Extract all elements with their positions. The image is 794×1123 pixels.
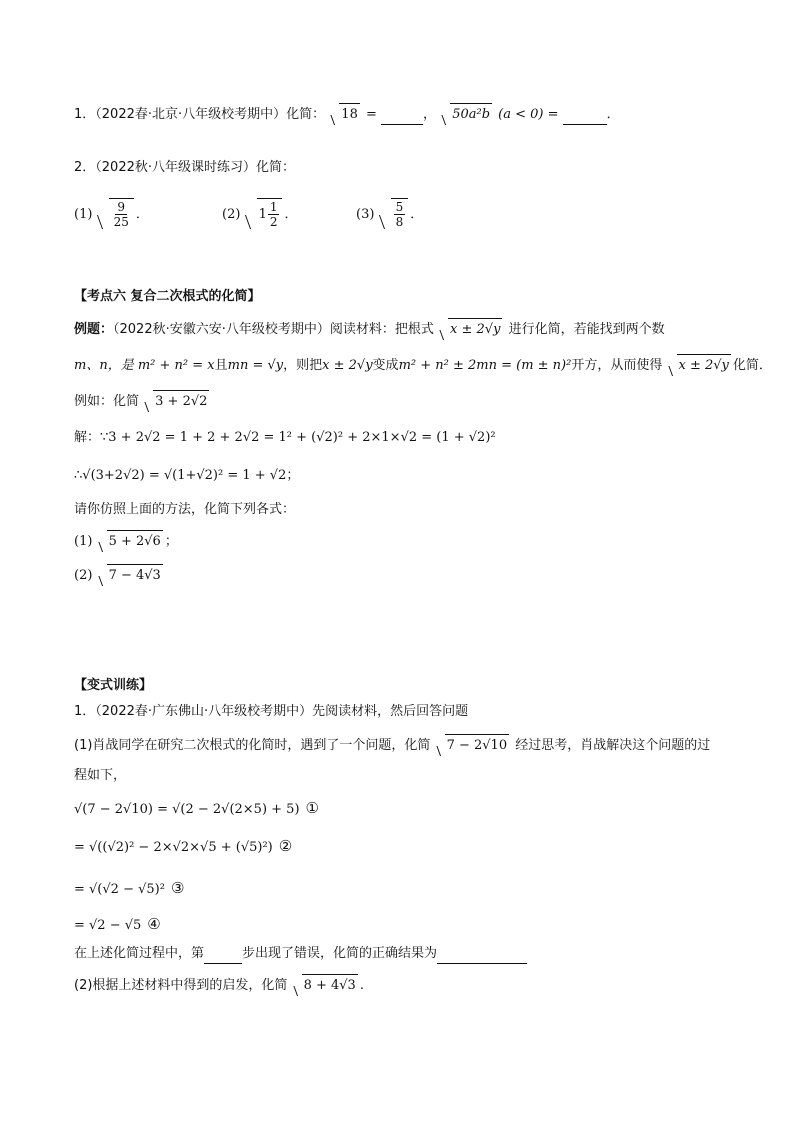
sub-question-2: (2) 7 − 4√3 <box>74 564 734 586</box>
part-1: (1) $\frac{9}{25}$ ． <box>74 200 149 229</box>
variant-part-2: (2)根据上述材料中得到的启发，化简 8 + 4√3 . <box>74 974 734 996</box>
step-4: = √2 − √5 ④ <box>74 915 161 933</box>
question-2: 2．（2022秋·八年级课时练习）化简： <box>74 160 296 175</box>
step-1: √(7 − 2√10) = √(2 − 2√(2×5) + 5) ① <box>74 799 319 817</box>
therefore-line: ∴√(3+2√2) = √(1+√2)² = 1 + √2； <box>74 468 300 483</box>
part-3: (3) $\frac{5}{8}$ ． <box>356 200 424 229</box>
step-2: = √((√2)² − 2×√2×√5 + (√5)²) ② <box>74 837 293 855</box>
sub-question-1: (1) 5 + 2√6 ； <box>74 530 734 552</box>
question-task: 化简： <box>286 107 326 122</box>
question-number: 1． <box>74 107 96 122</box>
example-text-2: m、n，是 m² + n² = x且mn = √y，则把x ± 2√y变成m² + n² ± 2mn = (m ± n)²开方，从而使得 x ± 2√y 化简． <box>74 354 734 376</box>
part-2: (2) 1 $\frac{1}{2}$ ． <box>222 200 298 229</box>
radical-50a2b: 50a²b <box>440 103 492 125</box>
question-2-parts <box>74 192 734 228</box>
variant-question-blank: 在上述化简过程中，第 步出现了错误，化简的正确结果为 <box>74 944 734 964</box>
variant-heading: 【变式训练】 <box>74 678 153 693</box>
radical-18: 18 <box>329 103 360 125</box>
example-prompt: 例如：化简 3 + 2√2 <box>74 390 734 412</box>
question-source: （2022秋·八年级课时练习） <box>95 160 256 175</box>
section-heading: 【考点六 复合二次根式的化简】 <box>74 289 261 304</box>
answer-blank[interactable] <box>563 110 607 125</box>
answer-blank[interactable] <box>437 949 527 964</box>
question-source: （2022春·北京·八年级校考期中） <box>95 107 287 122</box>
example-text-1: 例题：（2022秋·安徽六安·八年级校考期中）阅读材料：把根式 x ± 2√y 进行化简，若能找到两个数 <box>74 318 734 340</box>
variant-part-1-cont: 程如下， <box>74 768 127 783</box>
step-3: = √(√2 − √5)² ③ <box>74 879 185 897</box>
variant-part-1-text: (1)肖战同学在研究二次根式的化简时，遇到了一个问题，化简 7 − 2√10 经过思考，肖战解决这个问题的过 <box>74 734 734 756</box>
variant-question-1: 1．（2022春·广东佛山·八年级校考期中）先阅读材料，然后回答问题 <box>74 704 469 719</box>
question-1: 1．（2022春·北京·八年级校考期中）化简： 18 = ， 50a²b (a < 0) = ． <box>74 103 734 125</box>
instruction: 请你仿照上面的方法，化简下列各式： <box>74 502 296 517</box>
answer-blank[interactable] <box>381 110 423 125</box>
solution-line: 解：∵3 + 2√2 = 1 + 2 + 2√2 = 1² + (√2)² + 2×1×√2 = (1 + √2)² <box>74 430 496 445</box>
answer-blank[interactable] <box>204 949 242 964</box>
